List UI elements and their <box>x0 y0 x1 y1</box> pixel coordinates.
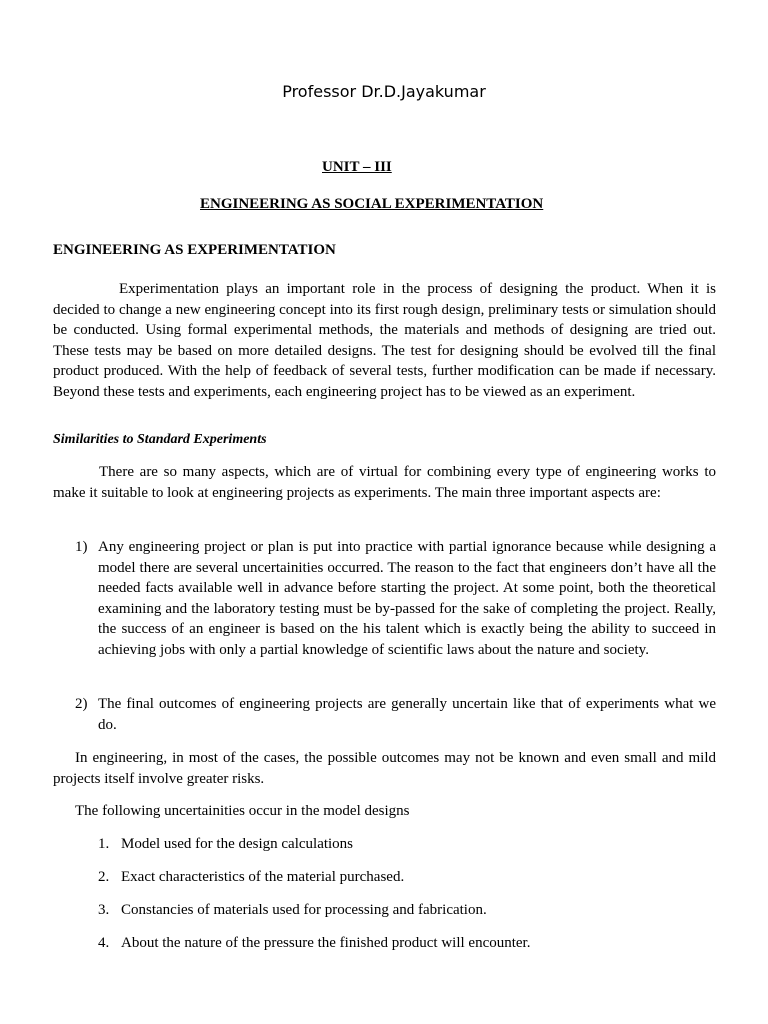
uncertainty-number: 2. <box>98 869 110 885</box>
aspect-item <box>75 694 716 735</box>
section-heading: ENGINEERING AS EXPERIMENTATION <box>53 242 336 258</box>
uncertainties-intro: The following uncertainities occur in the model designs <box>75 803 410 819</box>
aspect-number: 2) <box>75 696 88 712</box>
uncertainty-text: Model used for the design calculations <box>121 836 354 852</box>
aspects-intro-paragraph: There are so many aspects, which are of virtual for combining every type of engineering works to make it suitable to look at engineering projects as experiments. The main three important aspects are: <box>53 464 716 501</box>
uncertainty-item <box>98 900 487 920</box>
uncertainty-text: Constancies of materials used for processing and fabrication. <box>121 902 487 918</box>
uncertainty-text: Exact characteristics of the material purchased. <box>121 869 405 885</box>
uncertainty-item <box>98 933 530 953</box>
aspect-text: The final outcomes of engineering projects are generally uncertain like that of experiments what we do. <box>98 696 716 733</box>
subsection-heading: Similarities to Standard Experiments <box>53 432 267 447</box>
outcomes-paragraph: In engineering, in most of the cases, the possible outcomes may not be known and even small and mild projects itself involve greater risks. <box>53 750 716 787</box>
uncertainty-number: 3. <box>98 902 110 918</box>
aspect-number: 1) <box>75 539 88 555</box>
unit-label: UNIT – III <box>322 159 392 175</box>
intro-paragraph: Experimentation plays an important role in the process of designing the product. When it is decided to change a new engineering concept into its first rough design, preliminary tests or simulation should be conducted. Using formal experimental methods, the materials and methods of designing are tried out. These tests may be based on more detailed designs. The test for designing should be evolved till the final product produced. With the help of feedback of several tests, further modification can be made if necessary. Beyond these tests and experiments, each engineering project has to be viewed as an experiment. <box>53 281 716 400</box>
author-name: Professor Dr.D.Jayakumar <box>282 82 486 101</box>
uncertainty-number: 1. <box>98 836 110 852</box>
uncertainty-text: About the nature of the pressure the finished product will encounter. <box>121 935 531 951</box>
chapter-title: ENGINEERING AS SOCIAL EXPERIMENTATION <box>200 196 544 212</box>
aspect-item <box>75 537 716 661</box>
uncertainty-item <box>98 834 353 854</box>
uncertainty-item <box>98 867 404 887</box>
uncertainty-number: 4. <box>98 935 110 951</box>
aspect-text: Any engineering project or plan is put into practice with partial ignorance because while designing a model there are several uncertainities occurred. The reason to the fact that engineers don’t have all the needed facts available well in advance before starting the project. At some point, both the theoretical examining and the laboratory testing must be by-passed for the sake of completing the project. Really, the success of an engineer is based on the his talent which is exactly being the ability to succeed in achieving jobs with only a partial knowledge of scientific laws about the nature and society. <box>98 539 716 658</box>
